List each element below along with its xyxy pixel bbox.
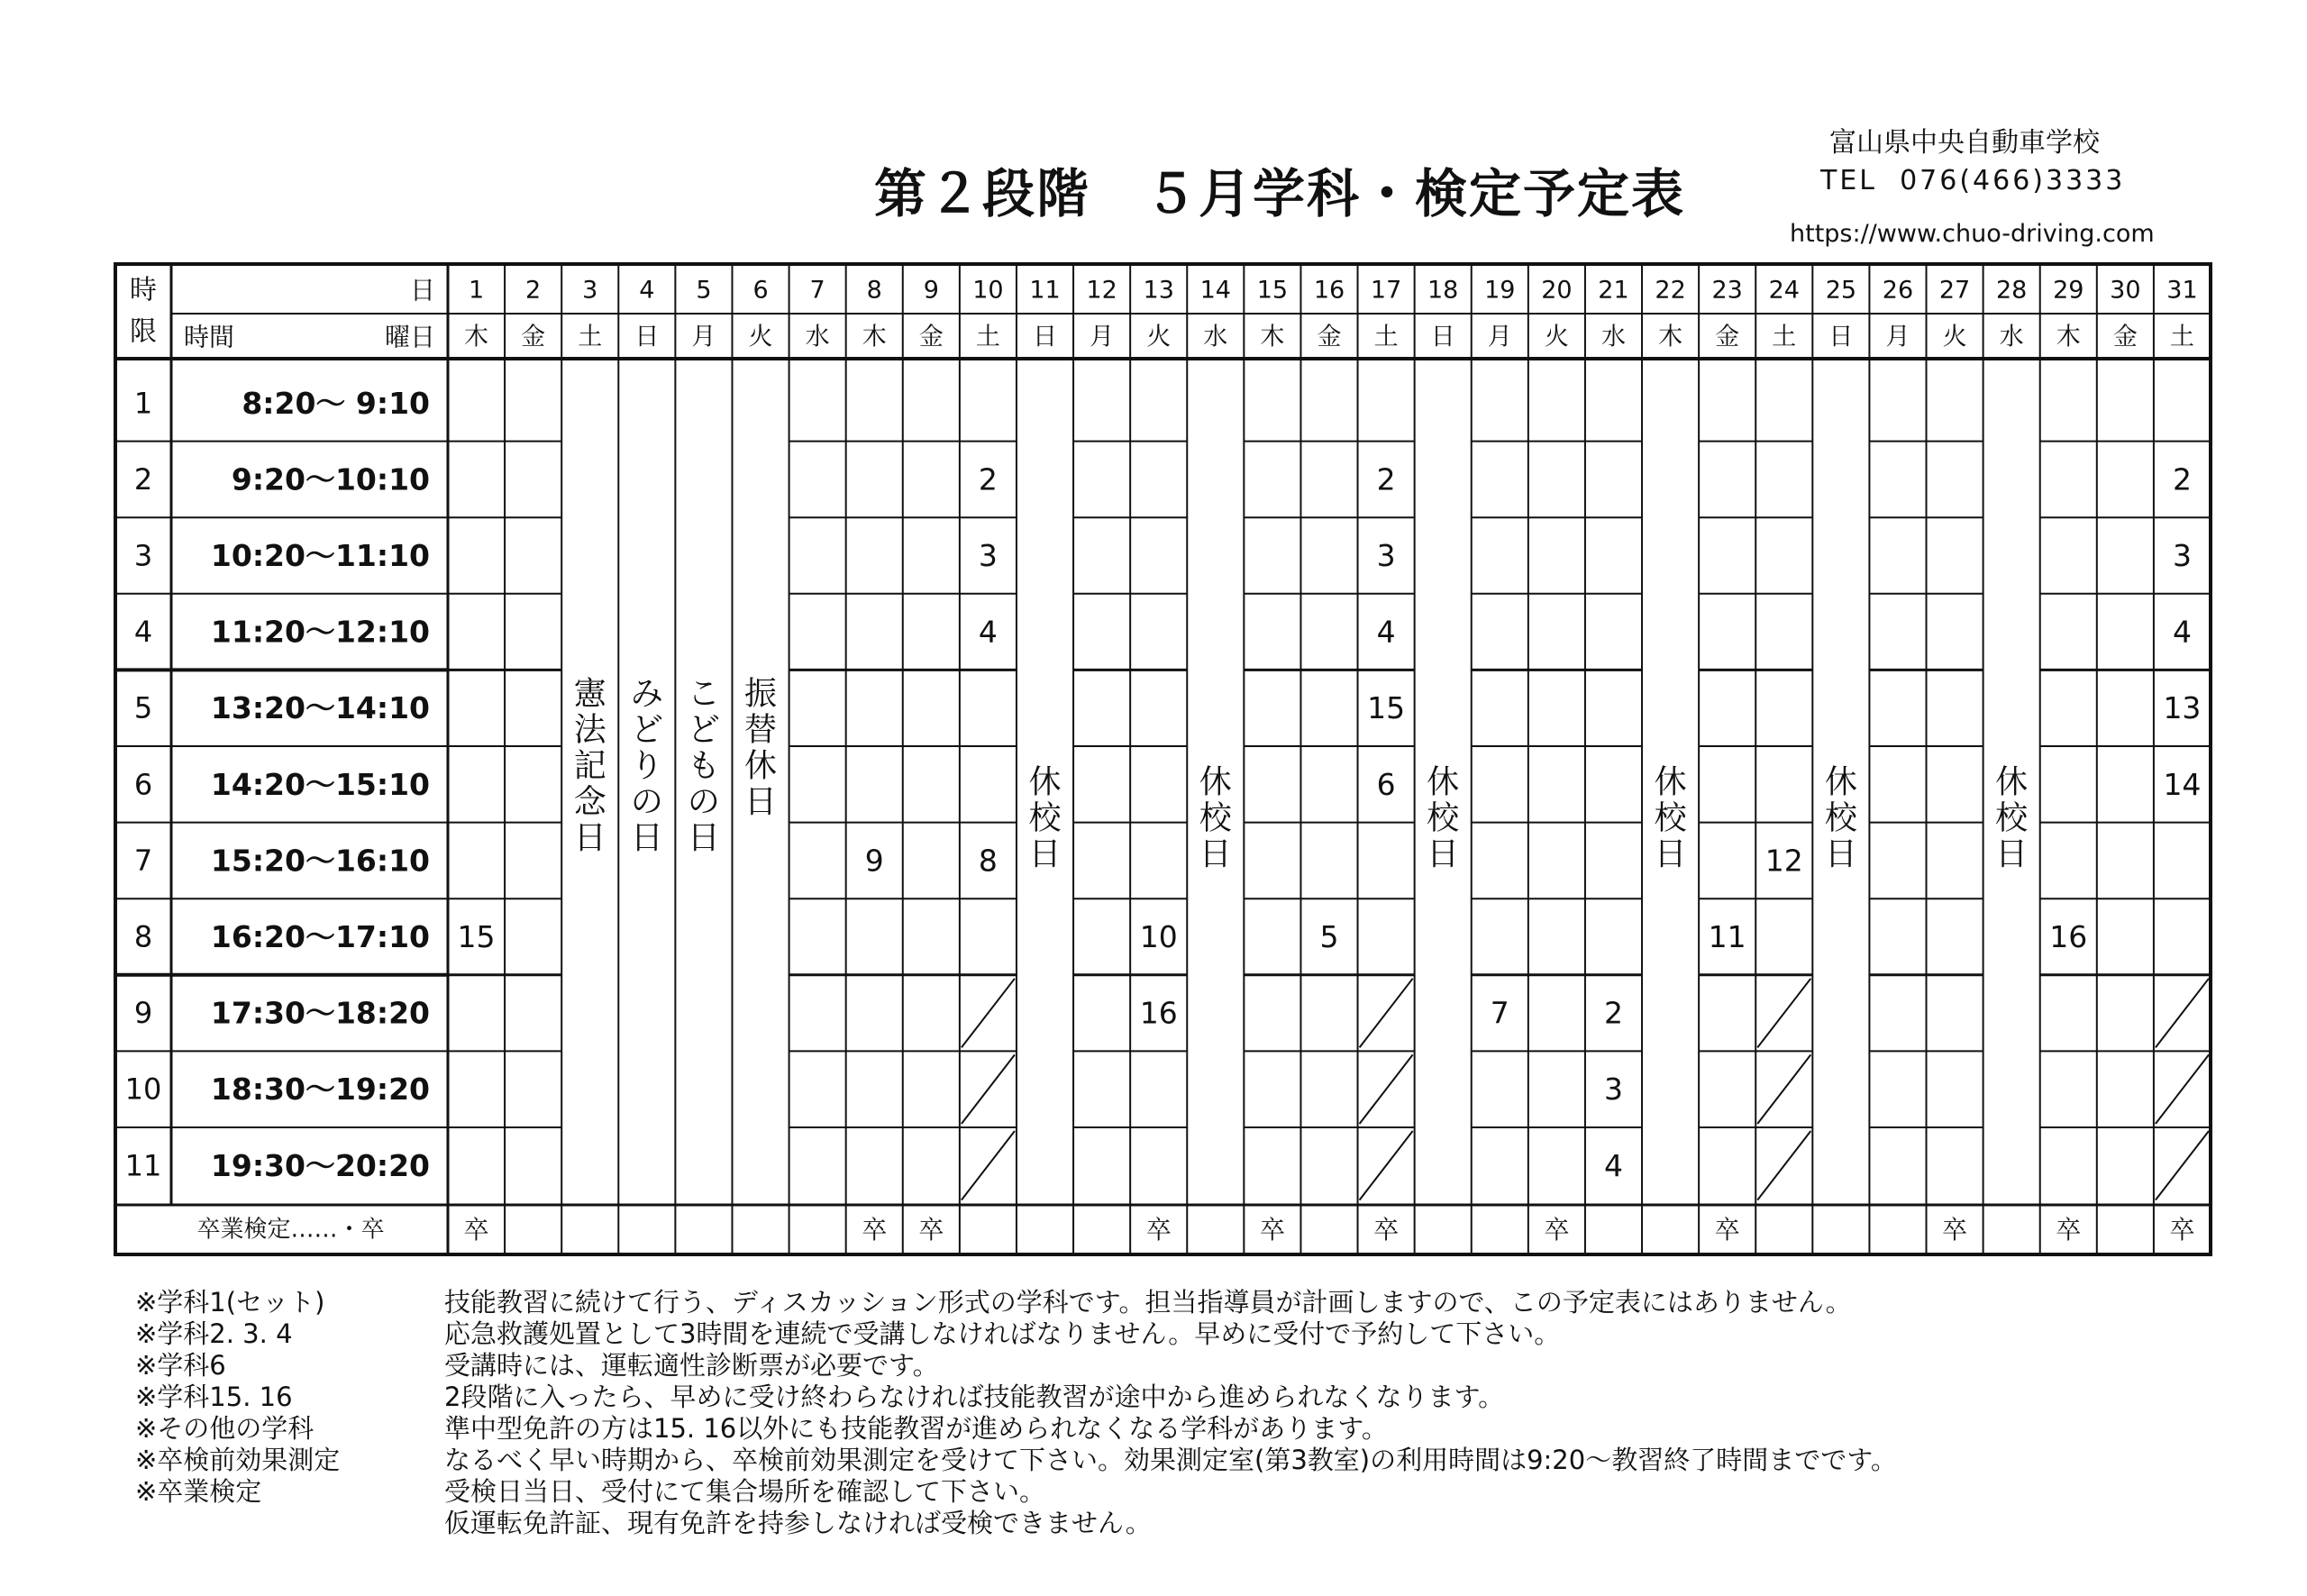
- holiday-label-char: ど: [630, 711, 663, 749]
- note-label: ※学科2. 3. 4: [135, 1318, 293, 1349]
- class-number: 3: [2172, 538, 2192, 573]
- holiday-label-char: 憲: [573, 675, 606, 713]
- period-number: 8: [133, 919, 153, 954]
- no-class-slash: [1757, 1131, 1810, 1200]
- note-text: 準中型免許の方は15. 16以外にも技能教習が進められなくなる学科があります。: [444, 1413, 1388, 1444]
- holiday-label-char: 日: [744, 783, 778, 821]
- graduation-mark: 卒: [1259, 1215, 1285, 1245]
- class-number: 16: [2049, 919, 2088, 954]
- graduation-mark: 卒: [1373, 1215, 1400, 1245]
- class-number: 2: [1376, 461, 1396, 497]
- weekday-label: 木: [464, 323, 489, 351]
- day-number: 20: [1541, 276, 1573, 305]
- day-number: 4: [639, 276, 655, 305]
- holiday-label-char: 校: [1995, 799, 2029, 837]
- weekday-label: 日: [1033, 323, 1058, 351]
- day-number: 10: [972, 276, 1004, 305]
- period-time: 9:20～10:10: [231, 461, 430, 497]
- holiday-label-char: 替: [744, 711, 778, 749]
- holiday-label-char: 記: [573, 747, 606, 785]
- weekday-label: 水: [1999, 323, 2024, 351]
- holiday-label-char: 校: [1199, 799, 1232, 837]
- day-number: 26: [1882, 276, 1914, 305]
- holiday-label-char: 休: [1654, 763, 1687, 801]
- day-number: 30: [2110, 276, 2141, 305]
- weekday-label: 金: [1317, 323, 1342, 351]
- period-time: 13:20～14:10: [210, 690, 430, 726]
- holiday-label-char: 念: [573, 783, 606, 821]
- graduation-mark: 卒: [1714, 1215, 1740, 1245]
- note-label: ※学科1(セット): [135, 1287, 325, 1318]
- note-label: ※その他の学科: [135, 1413, 315, 1444]
- holiday-label-char: 休: [1028, 763, 1062, 801]
- note-text: 仮運転免許証、現有免許を持参しなければ受検できません。: [444, 1508, 1152, 1538]
- graduation-mark: 卒: [1942, 1215, 1968, 1245]
- holiday-label-char: 日: [1654, 835, 1687, 873]
- class-number: 12: [1764, 843, 1803, 879]
- day-number: 12: [1086, 276, 1117, 305]
- class-number: 13: [2163, 690, 2202, 726]
- class-number: 6: [1376, 766, 1396, 802]
- no-class-slash: [1360, 1131, 1413, 1200]
- period-number: 2: [133, 461, 153, 497]
- weekday-header: 曜日: [384, 322, 435, 352]
- period-time: 19:30～20:20: [210, 1147, 430, 1183]
- graduation-mark: 卒: [1544, 1215, 1570, 1245]
- class-number: 4: [1376, 614, 1396, 650]
- class-number: 16: [1139, 995, 1178, 1031]
- weekday-label: 土: [1772, 323, 1797, 351]
- weekday-label: 土: [578, 323, 603, 351]
- class-number: 15: [1367, 690, 1406, 726]
- weekday-label: 金: [2112, 323, 2138, 351]
- day-number: 7: [809, 276, 825, 305]
- class-number: 3: [1603, 1072, 1623, 1108]
- holiday-label-char: 振: [744, 675, 778, 713]
- day-number: 21: [1598, 276, 1629, 305]
- note-text: 応急救護処置として3時間を連続で受講しなければなりません。早めに受付で予約して下さい。: [444, 1318, 1561, 1349]
- day-number: 23: [1711, 276, 1743, 305]
- period-time: 16:20～17:10: [210, 919, 430, 954]
- holiday-label-char: 校: [1427, 799, 1460, 837]
- holiday-label-char: り: [630, 747, 663, 785]
- class-number: 2: [1603, 995, 1623, 1031]
- class-number: 14: [2163, 766, 2202, 802]
- holiday-label-char: こ: [687, 675, 720, 713]
- weekday-label: 日: [1430, 323, 1455, 351]
- weekday-label: 木: [1658, 323, 1683, 351]
- period-number: 4: [133, 615, 153, 650]
- note-text: 2段階に入ったら、早めに受け終わらなければ技能教習が途中から進められなくなります。: [444, 1382, 1505, 1412]
- weekday-label: 日: [634, 323, 660, 351]
- holiday-label-char: ど: [687, 711, 720, 749]
- weekday-label: 土: [975, 323, 1000, 351]
- weekday-label: 水: [1600, 323, 1626, 351]
- class-number: 4: [978, 614, 998, 650]
- weekday-label: 火: [1544, 323, 1569, 351]
- period-number: 9: [133, 996, 153, 1031]
- day-number: 2: [525, 276, 542, 305]
- holiday-label-char: 日: [1427, 835, 1460, 873]
- day-number: 28: [1995, 276, 2028, 305]
- note-label: ※学科6: [135, 1350, 226, 1381]
- period-header-top: 時: [130, 274, 157, 306]
- holiday-label-char: 休: [744, 747, 778, 785]
- day-number: 11: [1029, 276, 1061, 305]
- graduation-mark: 卒: [1145, 1215, 1172, 1245]
- no-class-slash: [2156, 1054, 2209, 1124]
- holiday-label-char: 休: [1427, 763, 1460, 801]
- class-number: 15: [457, 919, 496, 954]
- day-number: 9: [923, 276, 939, 305]
- holiday-label-char: 日: [573, 819, 606, 857]
- class-number: 4: [1603, 1147, 1623, 1183]
- class-number: 3: [1376, 538, 1396, 573]
- holiday-label-char: 校: [1654, 799, 1687, 837]
- holiday-label-char: の: [630, 783, 663, 821]
- note-text: なるべく早い時期から、卒検前効果測定を受けて下さい。効果測定室(第3教室)の利用時間は9:20～教習終了時間までです。: [444, 1445, 1897, 1475]
- holiday-label-char: 法: [573, 711, 606, 749]
- note-text: 受検日当日、受付にて集合場所を確認して下さい。: [444, 1476, 1046, 1507]
- holiday-label-char: の: [687, 783, 720, 821]
- day-number: 3: [582, 276, 598, 305]
- period-header-bottom: 限: [130, 315, 157, 348]
- period-number: 7: [133, 843, 153, 878]
- period-time: 15:20～16:10: [210, 843, 430, 879]
- holiday-label-char: 日: [1995, 835, 2029, 873]
- weekday-label: 日: [1828, 323, 1854, 351]
- weekday-label: 金: [521, 323, 546, 351]
- note-text: 受講時には、運転適性診断票が必要です。: [444, 1350, 939, 1381]
- weekday-label: 月: [1885, 323, 1910, 351]
- holiday-label-char: も: [687, 747, 720, 785]
- weekday-label: 水: [1203, 323, 1228, 351]
- graduation-mark: 卒: [862, 1215, 888, 1245]
- no-class-slash: [1360, 1054, 1413, 1124]
- graduation-mark: 卒: [2169, 1215, 2195, 1245]
- no-class-slash: [1360, 979, 1413, 1048]
- time-header: 時間: [184, 322, 235, 352]
- period-time: 17:30～18:20: [210, 995, 430, 1031]
- period-time: 14:20～15:10: [210, 766, 430, 802]
- weekday-label: 火: [1942, 323, 1967, 351]
- school-phone: TEL 076(466)3333: [1820, 165, 2126, 196]
- school-name: 富山県中央自動車学校: [1829, 127, 2100, 159]
- note-text: 技能教習に続けて行う、ディスカッション形式の学科です。担当指導員が計画しますので、この予定表にはありません。: [444, 1287, 1852, 1318]
- no-class-slash: [962, 1054, 1015, 1124]
- day-number: 6: [752, 276, 769, 305]
- weekday-label: 月: [691, 323, 716, 351]
- day-number: 13: [1143, 276, 1174, 305]
- holiday-label-char: 日: [687, 819, 720, 857]
- no-class-slash: [962, 1131, 1015, 1200]
- holiday-label-char: 校: [1028, 799, 1062, 837]
- day-number: 17: [1370, 276, 1402, 305]
- day-number: 1: [468, 276, 485, 305]
- period-time: 18:30～19:20: [210, 1072, 430, 1108]
- period-number: 5: [133, 690, 153, 725]
- class-number: 4: [2172, 614, 2192, 650]
- day-number: 22: [1655, 276, 1686, 305]
- weekday-label: 月: [1487, 323, 1512, 351]
- weekday-label: 月: [1090, 323, 1115, 351]
- day-number: 15: [1256, 276, 1289, 305]
- holiday-label-char: 校: [1824, 799, 1857, 837]
- weekday-label: 金: [1715, 323, 1740, 351]
- no-class-slash: [1757, 1054, 1810, 1124]
- graduation-label: 卒業検定……・卒: [196, 1216, 385, 1244]
- day-number: 19: [1484, 276, 1516, 305]
- class-number: 9: [864, 843, 884, 879]
- weekday-label: 木: [1260, 323, 1285, 351]
- holiday-label-char: 休: [1199, 763, 1232, 801]
- period-time: 10:20～11:10: [210, 538, 430, 573]
- weekday-label: 金: [918, 323, 944, 351]
- no-class-slash: [1757, 979, 1810, 1048]
- class-number: 8: [978, 843, 998, 879]
- weekday-label: 土: [1373, 323, 1399, 351]
- day-number: 27: [1938, 276, 1971, 305]
- class-number: 11: [1708, 919, 1746, 954]
- day-number: 18: [1427, 276, 1459, 305]
- graduation-mark: 卒: [2056, 1215, 2082, 1245]
- day-header: 日: [409, 275, 435, 306]
- day-number: 16: [1313, 276, 1345, 305]
- holiday-label-char: 休: [1824, 763, 1857, 801]
- class-number: 5: [1319, 919, 1339, 954]
- class-number: 10: [1139, 919, 1178, 954]
- day-number: 14: [1199, 276, 1231, 305]
- holiday-label-char: 日: [1199, 835, 1232, 873]
- no-class-slash: [962, 979, 1015, 1048]
- class-number: 3: [978, 538, 998, 573]
- day-number: 29: [2053, 276, 2084, 305]
- holiday-label-char: 日: [630, 819, 663, 857]
- period-number: 3: [133, 538, 153, 573]
- period-time: 8:20～ 9:10: [242, 385, 430, 421]
- day-number: 5: [696, 276, 712, 305]
- weekday-label: 木: [2056, 323, 2081, 351]
- page-title: 第２段階 ５月学科・検定予定表: [874, 163, 1686, 224]
- class-number: 2: [978, 461, 998, 497]
- weekday-label: 火: [748, 323, 773, 351]
- holiday-label-char: 日: [1028, 835, 1062, 873]
- holiday-label-char: み: [630, 675, 663, 713]
- day-number: 8: [866, 276, 882, 305]
- graduation-mark: 卒: [918, 1215, 944, 1245]
- school-url[interactable]: https://www.chuo-driving.com: [1790, 220, 2155, 248]
- holiday-label-char: 休: [1995, 763, 2029, 801]
- holiday-label-char: 日: [1824, 835, 1857, 873]
- weekday-label: 土: [2169, 323, 2194, 351]
- note-label: ※卒検前効果測定: [135, 1445, 341, 1475]
- weekday-label: 水: [805, 323, 830, 351]
- note-label: ※学科15. 16: [135, 1382, 293, 1412]
- period-time: 11:20～12:10: [210, 614, 430, 650]
- class-number: 7: [1490, 995, 1509, 1031]
- weekday-label: 火: [1146, 323, 1172, 351]
- no-class-slash: [2156, 979, 2209, 1048]
- period-number: 10: [124, 1072, 162, 1107]
- graduation-mark: 卒: [463, 1215, 489, 1245]
- day-number: 25: [1825, 276, 1857, 305]
- period-number: 11: [124, 1148, 162, 1183]
- note-label: ※卒業検定: [135, 1476, 262, 1507]
- day-number: 31: [2166, 276, 2198, 305]
- weekday-label: 木: [862, 323, 887, 351]
- class-number: 2: [2172, 461, 2192, 497]
- no-class-slash: [2156, 1131, 2209, 1200]
- day-number: 24: [1768, 276, 1800, 305]
- period-number: 1: [133, 386, 153, 421]
- period-number: 6: [133, 767, 153, 802]
